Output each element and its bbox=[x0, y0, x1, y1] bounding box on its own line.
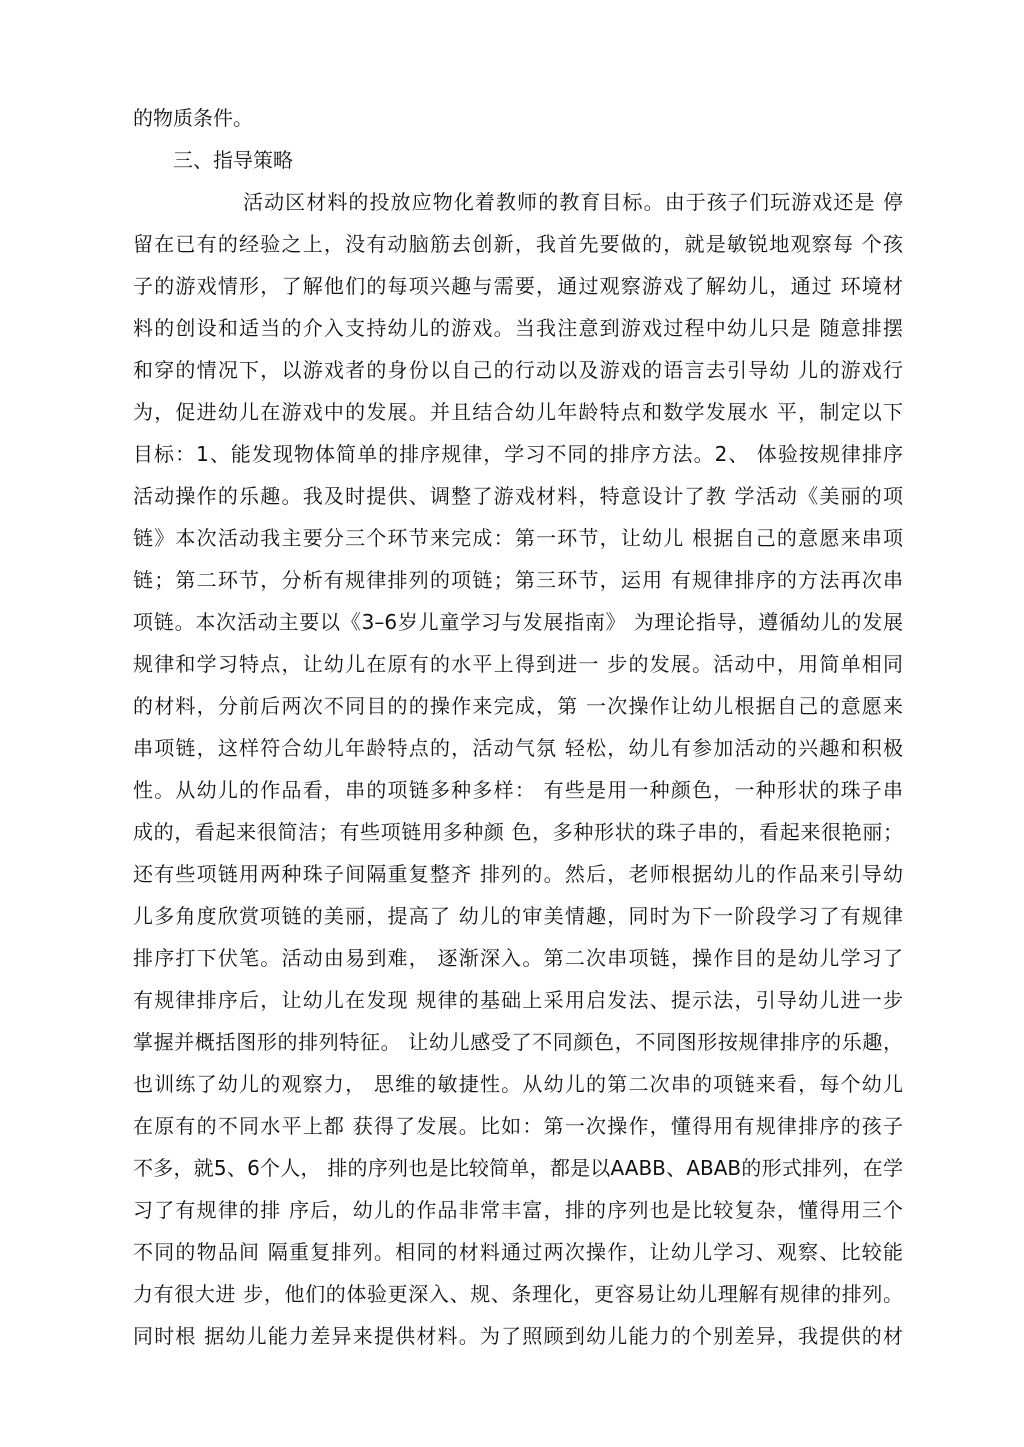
text-line: 串项链，这样符合幼儿年龄特点的，活动气氛 轻松，幼儿有参加活动的兴趣和积极 bbox=[133, 736, 903, 760]
text-line: 料的创设和适当的介入支持幼儿的游戏。当我注意到游戏过程中幼儿只是 随意排摆 bbox=[133, 316, 903, 340]
text-line: 规律和学习特点，让幼儿在原有的水平上得到进一 步的发展。活动中，用简单相同 bbox=[133, 652, 903, 676]
text-line: 链；第二环节，分析有规律排列的项链；第三环节，运用 有规律排序的方法再次串 bbox=[133, 568, 903, 592]
text-line: 目标：1、能发现物体简单的排序规律，学习不同的排序方法。2、 体验按规律排序 bbox=[133, 442, 903, 466]
text-line: 排序打下伏笔。活动由易到难， 逐渐深入。第二次串项链，操作目的是幼儿学习了 bbox=[133, 946, 903, 970]
text-line: 的材料，分前后两次不同目的的操作来完成，第 一次操作让幼儿根据自己的意愿来 bbox=[133, 694, 903, 718]
text-line: 在原有的不同水平上都 获得了发展。比如：第一次操作，懂得用有规律排序的孩子 bbox=[133, 1114, 903, 1138]
text-line: 子的游戏情形，了解他们的每项兴趣与需要，通过观察游戏了解幼儿，通过 环境材 bbox=[133, 274, 903, 298]
text-line: 掌握并概括图形的排列特征。 让幼儿感受了不同颜色，不同图形按规律排序的乐趣， bbox=[133, 1030, 903, 1054]
text-line: 还有些项链用两种珠子间隔重复整齐 排列的。然后，老师根据幼儿的作品来引导幼 bbox=[133, 862, 903, 886]
text-line: 性。从幼儿的作品看，串的项链多种多样： 有些是用一种颜色，一种形状的珠子串 bbox=[133, 778, 903, 802]
text-line: 力有很大进 步，他们的体验更深入、规、条理化，更容易让幼儿理解有规律的排列。 bbox=[133, 1282, 903, 1306]
text-line: 活动区材料的投放应物化着教师的教育目标。由于孩子们玩游戏还是 停 bbox=[243, 190, 903, 214]
section-heading: 三、指导策略 bbox=[173, 148, 293, 172]
text-line: 留在已有的经验之上，没有动脑筋去创新，我首先要做的，就是敏锐地观察每 个孩 bbox=[133, 232, 903, 256]
text-line: 不多，就5、6个人， 排的序列也是比较简单，都是以AABB、ABAB的形式排列，在学 bbox=[133, 1156, 903, 1180]
text-line: 也训练了幼儿的观察力， 思维的敏捷性。从幼儿的第二次串的项链来看，每个幼儿 bbox=[133, 1072, 903, 1096]
text-line: 有规律排序后，让幼儿在发现 规律的基础上采用启发法、提示法，引导幼儿进一步 bbox=[133, 988, 903, 1012]
text-line: 成的，看起来很简洁；有些项链用多种颜 色，多种形状的珠子串的，看起来很艳丽； bbox=[133, 820, 903, 844]
text-line: 不同的物品间 隔重复排列。相同的材料通过两次操作，让幼儿学习、观察、比较能 bbox=[133, 1240, 903, 1264]
text-line: 习了有规律的排 序后，幼儿的作品非常丰富，排的序列也是比较复杂，懂得用三个 bbox=[133, 1198, 903, 1222]
text-line: 为，促进幼儿在游戏中的发展。并且结合幼儿年龄特点和数学发展水 平，制定以下 bbox=[133, 400, 903, 424]
text-line: 儿多角度欣赏项链的美丽，提高了 幼儿的审美情趣，同时为下一阶段学习了有规律 bbox=[133, 904, 903, 928]
text-line: 活动操作的乐趣。我及时提供、调整了游戏材料，特意设计了教 学活动《美丽的项 bbox=[133, 484, 903, 508]
text-line: 链》本次活动我主要分三个环节来完成：第一环节，让幼儿 根据自己的意愿来串项 bbox=[133, 526, 903, 550]
text-line: 的物质条件。 bbox=[133, 106, 253, 130]
text-line: 项链。本次活动主要以《3–6岁儿童学习与发展指南》 为理论指导，遵循幼儿的发展 bbox=[133, 610, 903, 634]
text-line: 和穿的情况下，以游戏者的身份以自己的行动以及游戏的语言去引导幼 儿的游戏行 bbox=[133, 358, 903, 382]
text-line: 同时根 据幼儿能力差异来提供材料。为了照顾到幼儿能力的个别差异，我提供的材 bbox=[133, 1324, 903, 1348]
